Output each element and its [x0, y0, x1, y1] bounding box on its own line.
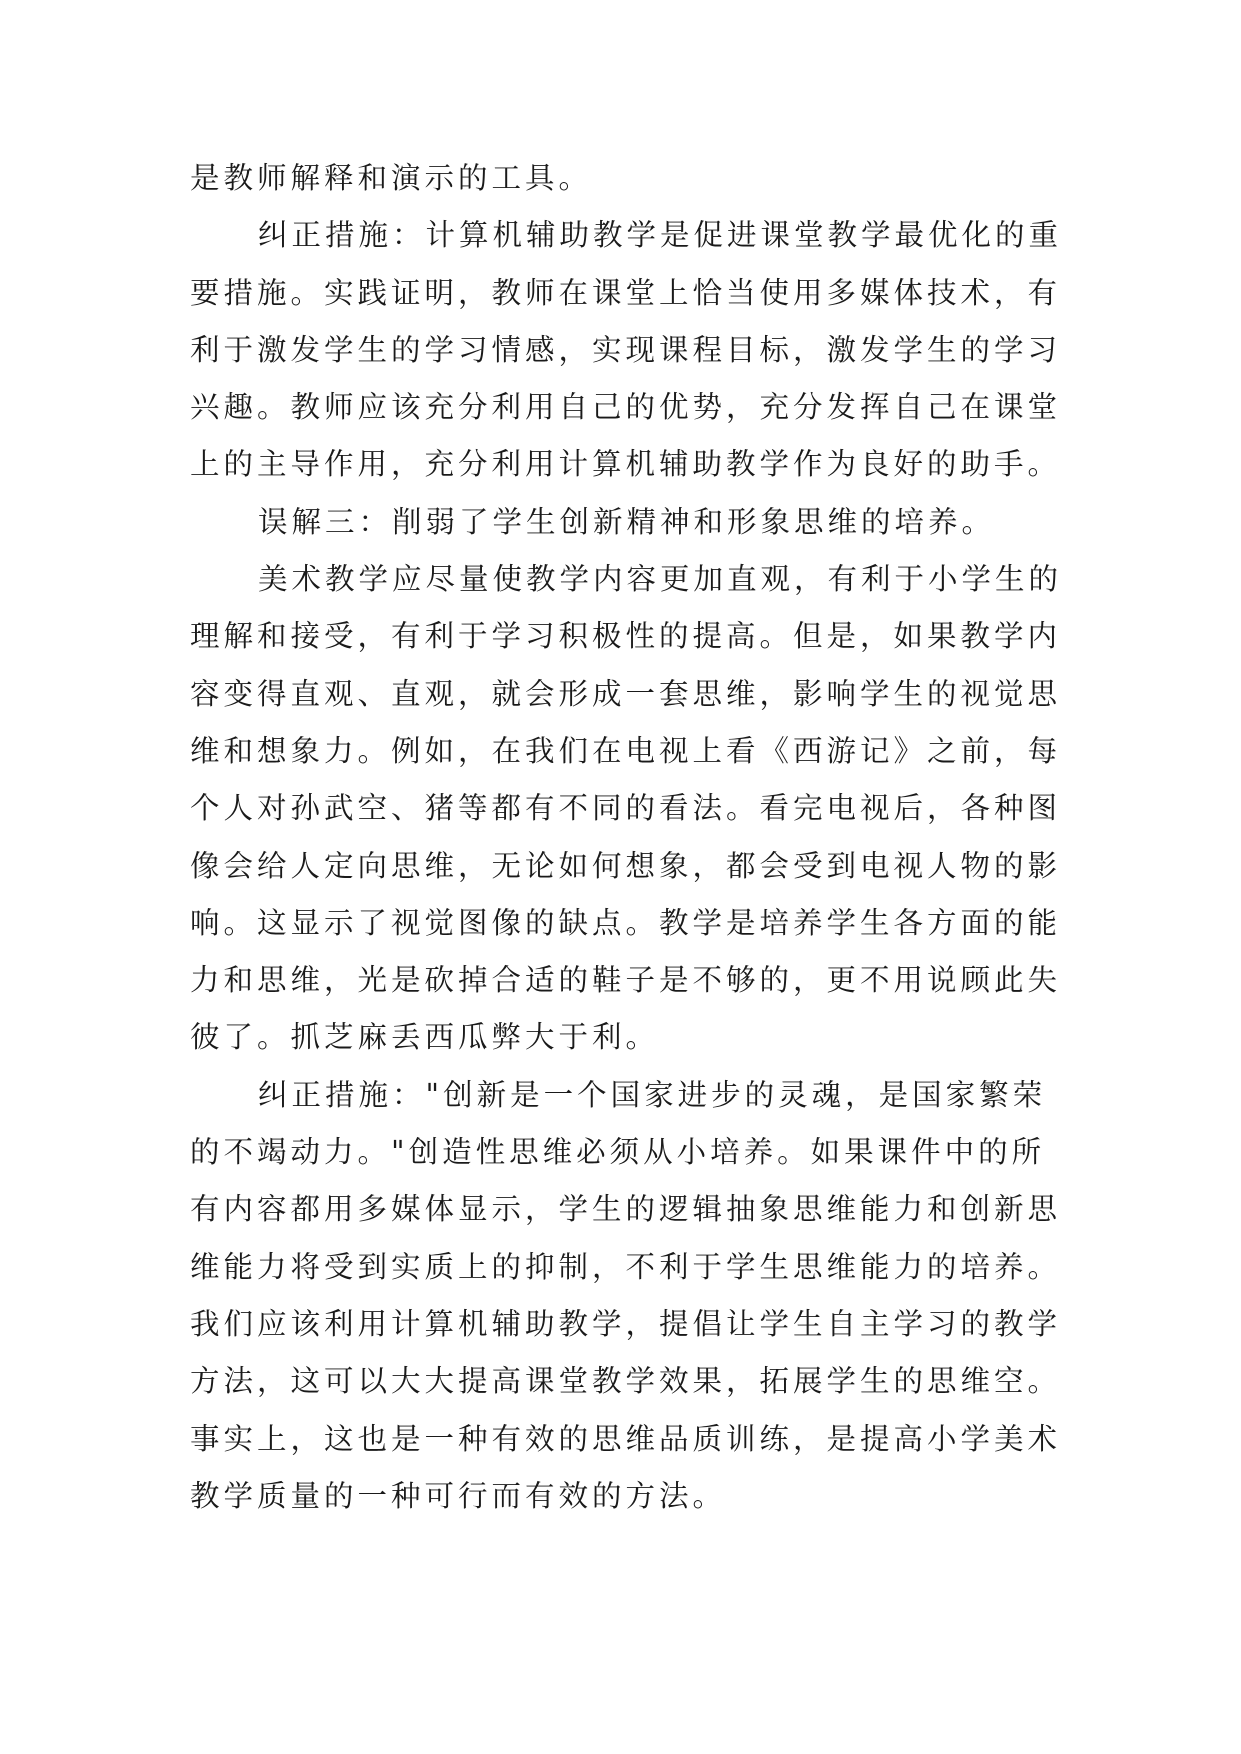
text-line: 响。这显示了视觉图像的缺点。教学是培养学生各方面的能 — [190, 905, 1062, 940]
text-line: 维和想象力。例如，在我们在电视上看《西游记》之前，每 — [190, 733, 1062, 768]
text-line: 的不竭动力。"创造性思维必须从小培养。如果课件中的所 — [190, 1135, 1046, 1170]
text-line: 个人对孙武空、猪等都有不同的看法。看完电视后，各种图 — [190, 791, 1062, 826]
text-line: 像会给人定向思维，无论如何想象，都会受到电视人物的影 — [190, 848, 1062, 883]
text-line: 教学质量的一种可行而有效的方法。 — [190, 1478, 727, 1513]
text-line: 彼了。抓芝麻丢西瓜弊大于利。 — [190, 1020, 660, 1055]
text-line: 利于激发学生的学习情感，实现课程目标，激发学生的学习 — [190, 332, 1062, 367]
text-line: 美术教学应尽量使教学内容更加直观，有利于小学生的 — [258, 562, 1063, 597]
text-line: 容变得直观、直观，就会形成一套思维，影响学生的视觉思 — [190, 676, 1062, 711]
text-line: 我们应该利用计算机辅助教学，提倡让学生自主学习的教学 — [190, 1306, 1062, 1341]
text-line: 方法，这可以大大提高课堂教学效果，拓展学生的思维空。 — [190, 1364, 1062, 1399]
text-line: 是教师解释和演示的工具。 — [190, 161, 593, 195]
text-line: 维能力将受到实质上的抑制，不利于学生思维能力的培养。 — [190, 1249, 1062, 1284]
text-line: 力和思维，光是砍掉合适的鞋子是不够的，更不用说顾此失 — [190, 963, 1062, 998]
text-line: 兴趣。教师应该充分利用自己的优势，充分发挥自己在课堂 — [190, 390, 1062, 425]
text-line: 纠正措施：计算机辅助教学是促进课堂教学最优化的重 — [258, 218, 1063, 253]
text-line: 有内容都用多媒体显示，学生的逻辑抽象思维能力和创新思 — [190, 1192, 1062, 1227]
text-line: 事实上，这也是一种有效的思维品质训练，是提高小学美术 — [190, 1421, 1062, 1456]
document-body — [190, 150, 1070, 1525]
text-line: 理解和接受，有利于学习积极性的提高。但是，如果教学内 — [190, 619, 1062, 654]
text-line: 要措施。实践证明，教师在课堂上恰当使用多媒体技术，有 — [190, 275, 1062, 310]
text-line: 上的主导作用，充分利用计算机辅助教学作为良好的助手。 — [190, 447, 1062, 482]
text-line: 误解三：削弱了学生创新精神和形象思维的培养。 — [258, 504, 996, 539]
text-line: 纠正措施："创新是一个国家进步的灵魂，是国家繁荣 — [258, 1077, 1047, 1112]
